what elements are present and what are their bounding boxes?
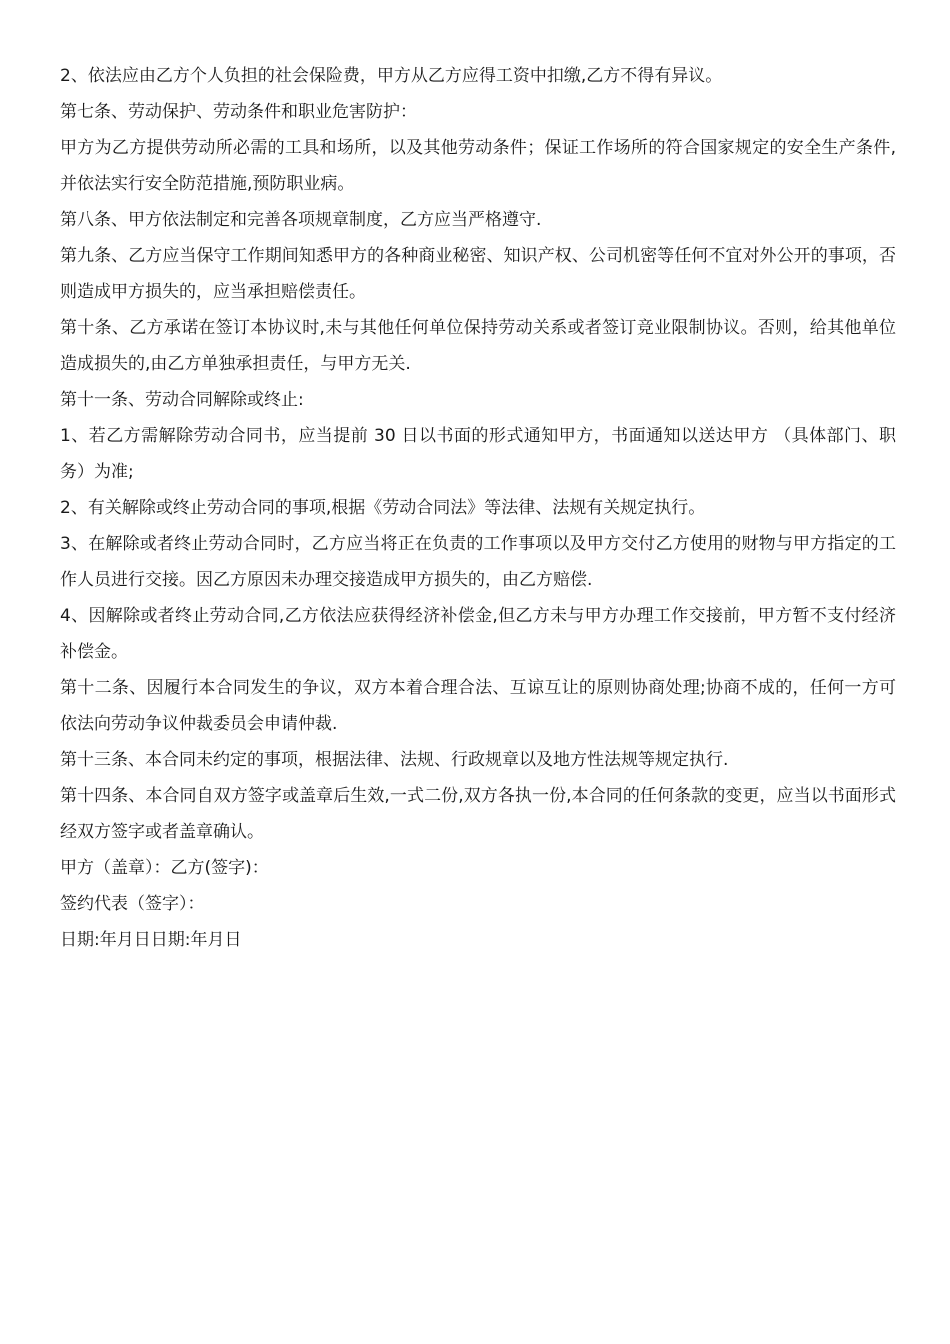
document-page [60,58,896,958]
article-10: 第十条、乙方承诺在签订本协议时,未与其他任何单位保持劳动关系或者签订竞业限制协议。否则，给其他单位造成损失的,由乙方单独承担责任，与甲方无关. [60,318,896,374]
signature-date-line: 日期:年月日日期:年月日 [60,930,242,950]
article-11-heading: 第十一条、劳动合同解除或终止: [60,390,304,410]
signature-parties-line: 甲方（盖章）：乙方(签字)： [60,858,269,878]
article-11-item-1: 1、若乙方需解除劳动合同书，应当提前 30 日以书面的形式通知甲方，书面通知以送达甲方 （具体部门、职务）为准; [60,426,896,482]
article-11-item-2: 2、有关解除或终止劳动合同的事项,根据《劳动合同法》等法律、法规有关规定执行。 [60,498,706,518]
article-7-body: 甲方为乙方提供劳动所必需的工具和场所，以及其他劳动条件；保证工作场所的符合国家规定的安全生产条件,并依法实行安全防范措施,预防职业病。 [60,138,896,194]
article-8: 第八条、甲方依法制定和完善各项规章制度，乙方应当严格遵守. [60,210,542,230]
article-11-item-3: 3、在解除或者终止劳动合同时，乙方应当将正在负责的工作事项以及甲方交付乙方使用的财物与甲方指定的工作人员进行交接。因乙方原因未办理交接造成甲方损失的，由乙方赔偿. [60,534,896,590]
article-12: 第十二条、因履行本合同发生的争议，双方本着合理合法、互谅互让的原则协商处理;协商不成的，任何一方可依法向劳动争议仲裁委员会申请仲裁. [60,678,896,734]
article-11-item-4: 4、因解除或者终止劳动合同,乙方依法应获得经济补偿金,但乙方未与甲方办理工作交接前，甲方暂不支付经济补偿金。 [60,606,896,662]
article-14: 第十四条、本合同自双方签字或盖章后生效,一式二份,双方各执一份,本合同的任何条款的变更，应当以书面形式经双方签字或者盖章确认。 [60,786,896,842]
clause-social-insurance: 2、依法应由乙方个人负担的社会保险费，甲方从乙方应得工资中扣缴,乙方不得有异议。 [60,66,723,86]
article-13: 第十三条、本合同未约定的事项，根据法律、法规、行政规章以及地方性法规等规定执行. [60,750,729,770]
article-9: 第九条、乙方应当保守工作期间知悉甲方的各种商业秘密、知识产权、公司机密等任何不宜对外公开的事项，否则造成甲方损失的，应当承担赔偿责任。 [60,246,896,302]
article-7-heading: 第七条、劳动保护、劳动条件和职业危害防护： [60,102,417,122]
signature-representative-line: 签约代表（签字）： [60,894,205,914]
